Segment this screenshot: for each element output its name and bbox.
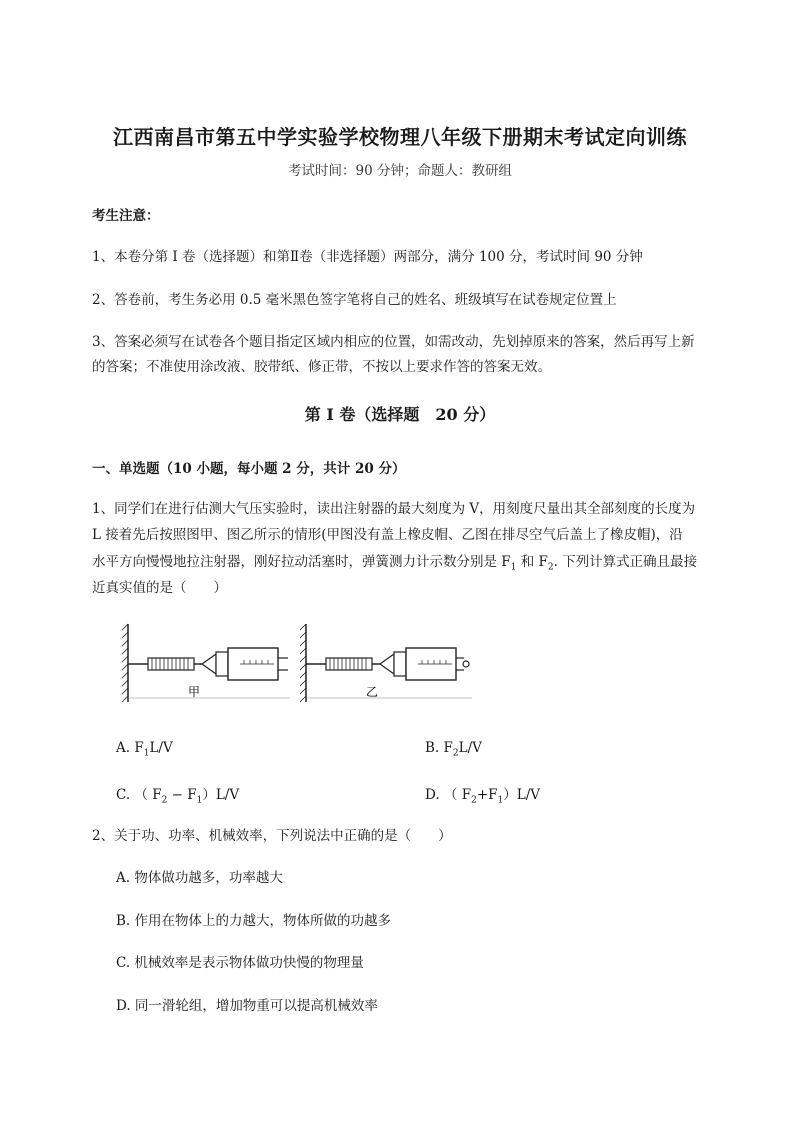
figure-label-left: 甲 <box>187 685 201 699</box>
q1-stem-line-3 <box>92 550 697 573</box>
option-text: +F <box>476 787 498 803</box>
q2-option-d[interactable]: D. 同一滑轮组，增加物重可以提高机械效率 <box>116 998 378 1014</box>
q1-stem-line-1: 1、同学们在进行估测大气压实验时，读出注射器的最大刻度为 V，用刻度尺量出其全部刻度的长度为 <box>92 501 696 517</box>
figure-left <box>122 624 290 702</box>
subscript: 2 <box>452 748 459 759</box>
subscript: 1 <box>497 795 504 806</box>
option-text: C. （ F <box>116 787 162 803</box>
q1-stem-text: 水平方向慢慢地拉注射器，刚好拉动活塞时，弹簧测力计示数分别是 F <box>92 554 511 570</box>
section-title: 第 I 卷（选择题 20 分） <box>304 405 496 424</box>
option-text: L/V <box>149 740 173 756</box>
option-text: ）L/V <box>202 787 240 803</box>
syringe-experiment-figure <box>118 618 476 708</box>
exam-info: 考试时间：90 分钟；命题人：教研组 <box>288 163 512 179</box>
notice-heading: 考生注意： <box>92 208 160 224</box>
q2-option-a[interactable]: A. 物体做功越多，功率越大 <box>116 870 283 886</box>
figure-right <box>300 624 472 702</box>
option-text: B. F <box>425 740 453 756</box>
option-text: D. （ F <box>425 787 472 803</box>
notice-item-2: 2、答卷前，考生务必用 0.5 毫米黑色签字笔将自己的姓名、班级填写在试卷规定位置上 <box>92 292 617 308</box>
q1-option-d[interactable] <box>425 783 540 806</box>
subscript: 1 <box>510 562 517 573</box>
option-text: L/V <box>458 740 482 756</box>
notice-item-3-line-1: 3、答案必须写在试卷各个题目指定区域内相应的位置，如需改动，先划掉原来的答案，然后再写上新 <box>92 334 695 350</box>
q1-stem-text: . 下列计算式正确且最接 <box>553 554 698 570</box>
notice-item-3-line-2: 的答案；不准使用涂改液、胶带纸、修正带，不按以上要求作答的答案无效。 <box>92 359 551 375</box>
option-text: ）L/V <box>503 787 541 803</box>
q1-option-a[interactable] <box>116 740 173 759</box>
subscript: 2 <box>547 562 554 573</box>
subscript: 1 <box>196 795 203 806</box>
q1-option-c[interactable] <box>116 783 239 806</box>
q2-option-c[interactable]: C. 机械效率是表示物体做功快慢的物理量 <box>116 955 364 971</box>
subscript: 2 <box>471 795 477 806</box>
option-text: A. F <box>116 740 144 756</box>
page-title: 江西南昌市第五中学实验学校物理八年级下册期末考试定向训练 <box>113 125 687 149</box>
subscript: 2 <box>161 795 168 806</box>
q1-stem-text: 和 F <box>516 554 548 570</box>
q1-stem-line-4: 近真实值的是（ ） <box>92 580 227 596</box>
notice-item-1: 1、本卷分第 I 卷（选择题）和第Ⅱ卷（非选择题）两部分，满分 100 分，考试时间 90 分钟 <box>92 249 643 265</box>
q2-stem: 2、关于功、功率、机械效率，下列说法中正确的是（ ） <box>92 828 452 844</box>
option-text: − F <box>167 787 197 803</box>
part-heading: 一、单选题（10 小题，每小题 2 分，共计 20 分） <box>92 461 406 477</box>
subscript: 1 <box>143 748 150 759</box>
figure-label-right: 乙 <box>365 685 379 699</box>
q1-option-b[interactable] <box>425 740 482 759</box>
q2-option-b[interactable]: B. 作用在物体上的力越大，物体所做的功越多 <box>116 913 392 929</box>
q1-stem-line-2: L 接着先后按照图甲、图乙所示的情形(甲图没有盖上橡皮帽、乙图在排尽空气后盖上了橡皮帽)，沿 <box>92 527 683 543</box>
